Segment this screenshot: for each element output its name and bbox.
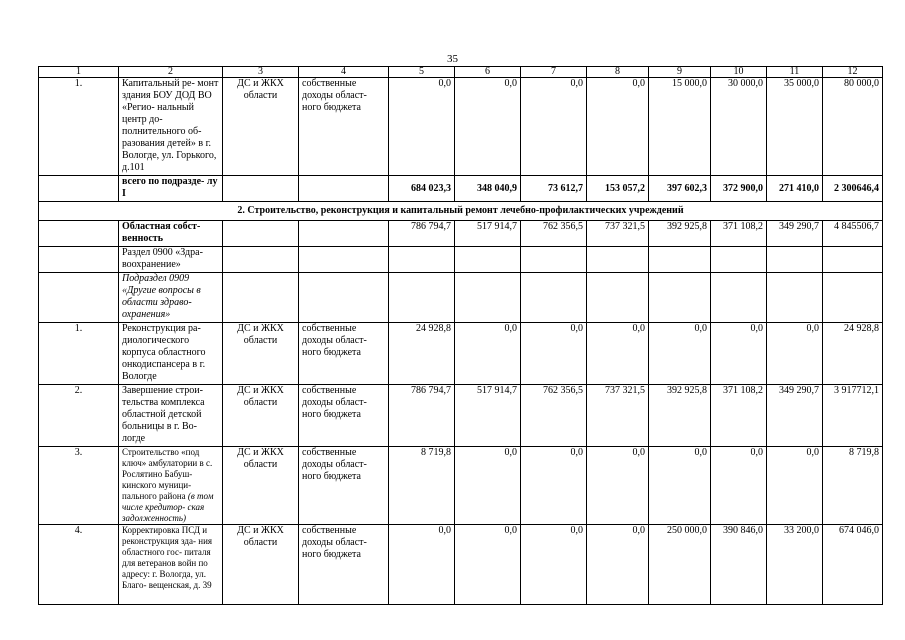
table-row: [39, 78, 883, 176]
podrazdel-row: [39, 273, 883, 323]
value-cell: 0,0: [587, 323, 649, 385]
value-cell: 153 057,2: [587, 176, 649, 202]
table-row: [39, 525, 883, 605]
value-cell: 15 000,0: [649, 78, 711, 176]
value-cell: 0,0: [389, 525, 455, 605]
value-cell: 371 108,2: [711, 221, 767, 247]
value-cell: 35 000,0: [767, 78, 823, 176]
value-cell: 0,0: [455, 323, 521, 385]
razdel-label: Раздел 0900 «Здра- воохранение»: [119, 247, 223, 273]
value-cell: 684 023,3: [389, 176, 455, 202]
column-number: 8: [587, 67, 649, 78]
value-cell: 397 602,3: [649, 176, 711, 202]
value-cell: 0,0: [521, 447, 587, 525]
column-number: 10: [711, 67, 767, 78]
value-cell: 0,0: [649, 447, 711, 525]
executor: ДС и ЖКХ области: [223, 385, 299, 447]
row-number: 1.: [39, 323, 119, 385]
column-number: 12: [823, 67, 883, 78]
value-cell: 392 925,8: [649, 385, 711, 447]
column-number: 11: [767, 67, 823, 78]
podrazdel-label: Подраздел 0909 «Другие вопросы в области здраво- охранения»: [119, 273, 223, 323]
funding-source: собственные доходы област- ного бюджета: [299, 385, 389, 447]
value-cell: 349 290,7: [767, 221, 823, 247]
value-cell: 3 917712,1: [823, 385, 883, 447]
column-number: 2: [119, 67, 223, 78]
value-cell: 24 928,8: [823, 323, 883, 385]
oblast-property-row: [39, 221, 883, 247]
value-cell: 517 914,7: [455, 221, 521, 247]
value-cell: 0,0: [455, 525, 521, 605]
value-cell: 8 719,8: [823, 447, 883, 525]
value-cell: 674 046,0: [823, 525, 883, 605]
value-cell: 0,0: [587, 78, 649, 176]
object-name: Капитальный ре- монт здания БОУ ДОД ВО «Регио- нальный центр до- полнительного об- разования детей» в г. Вологде, ул. Горького, д.101: [119, 78, 223, 176]
row-number: 2.: [39, 385, 119, 447]
table-row: [39, 385, 883, 447]
column-number: 7: [521, 67, 587, 78]
row-number: 4.: [39, 525, 119, 605]
section-header-row: [39, 202, 883, 221]
object-name-note: (в том числе кредитор- ская задолженность): [122, 491, 214, 523]
value-cell: 349 290,7: [767, 385, 823, 447]
column-number: 6: [455, 67, 521, 78]
object-name: Строительство «под ключ» амбулатории в с. Рослятино Бабуш- кинского муници- пального района: [122, 447, 213, 501]
value-cell: 390 846,0: [711, 525, 767, 605]
value-cell: 0,0: [767, 447, 823, 525]
value-cell: 2 300646,4: [823, 176, 883, 202]
value-cell: 762 356,5: [521, 385, 587, 447]
value-cell: 0,0: [521, 78, 587, 176]
row-number: 1.: [39, 78, 119, 176]
value-cell: 0,0: [455, 447, 521, 525]
column-number: 5: [389, 67, 455, 78]
column-number: 1: [39, 67, 119, 78]
value-cell: 371 108,2: [711, 385, 767, 447]
value-cell: 348 040,9: [455, 176, 521, 202]
value-cell: 786 794,7: [389, 385, 455, 447]
oblast-property-label: Областная собст- венность: [119, 221, 223, 247]
object-name: Корректировка ПСД и реконструкция зда- ния областного гос- питаля для ветеранов войн по адресу: г. Вологда, ул. Благо- вещенская, д. 39: [119, 525, 223, 605]
value-cell: 0,0: [649, 323, 711, 385]
page-number: 35: [447, 53, 458, 65]
value-cell: 80 000,0: [823, 78, 883, 176]
column-number: 3: [223, 67, 299, 78]
object-name-cell: [119, 447, 223, 525]
executor: ДС и ЖКХ области: [223, 447, 299, 525]
value-cell: 0,0: [389, 78, 455, 176]
value-cell: 8 719,8: [389, 447, 455, 525]
object-name: Завершение строи- тельства комплекса областной детской больницы в г. Во- логде: [119, 385, 223, 447]
value-cell: 0,0: [587, 447, 649, 525]
object-name: Реконструкция ра- диологического корпуса областного онкодиспансера в г. Вологде: [119, 323, 223, 385]
value-cell: 73 612,7: [521, 176, 587, 202]
value-cell: 786 794,7: [389, 221, 455, 247]
value-cell: 24 928,8: [389, 323, 455, 385]
column-number: 4: [299, 67, 389, 78]
column-number: 9: [649, 67, 711, 78]
subtotal-label: всего по подразде- лу I: [119, 176, 223, 202]
value-cell: 0,0: [521, 323, 587, 385]
budget-table: [38, 66, 883, 605]
table-row: [39, 447, 883, 525]
executor: ДС и ЖКХ области: [223, 78, 299, 176]
value-cell: 271 410,0: [767, 176, 823, 202]
value-cell: 250 000,0: [649, 525, 711, 605]
section-title: 2. Строительство, реконструкция и капитальный ремонт лечебно-профилактических учреждений: [39, 202, 883, 221]
value-cell: 737 321,5: [587, 221, 649, 247]
executor: ДС и ЖКХ области: [223, 323, 299, 385]
value-cell: 0,0: [455, 78, 521, 176]
column-number-row: [39, 67, 883, 78]
value-cell: 0,0: [767, 323, 823, 385]
value-cell: 392 925,8: [649, 221, 711, 247]
razdel-row: [39, 247, 883, 273]
subtotal-row: [39, 176, 883, 202]
value-cell: 517 914,7: [455, 385, 521, 447]
value-cell: 0,0: [521, 525, 587, 605]
funding-source: собственные доходы област- ного бюджета: [299, 525, 389, 605]
executor: ДС и ЖКХ области: [223, 525, 299, 605]
funding-source: собственные доходы област- ного бюджета: [299, 78, 389, 176]
value-cell: 737 321,5: [587, 385, 649, 447]
value-cell: 0,0: [711, 323, 767, 385]
value-cell: 0,0: [587, 525, 649, 605]
value-cell: 33 200,0: [767, 525, 823, 605]
funding-source: собственные доходы област- ного бюджета: [299, 447, 389, 525]
value-cell: 0,0: [711, 447, 767, 525]
value-cell: 30 000,0: [711, 78, 767, 176]
value-cell: 762 356,5: [521, 221, 587, 247]
value-cell: 372 900,0: [711, 176, 767, 202]
row-number: 3.: [39, 447, 119, 525]
table-row: [39, 323, 883, 385]
funding-source: собственные доходы област- ного бюджета: [299, 323, 389, 385]
value-cell: 4 845506,7: [823, 221, 883, 247]
